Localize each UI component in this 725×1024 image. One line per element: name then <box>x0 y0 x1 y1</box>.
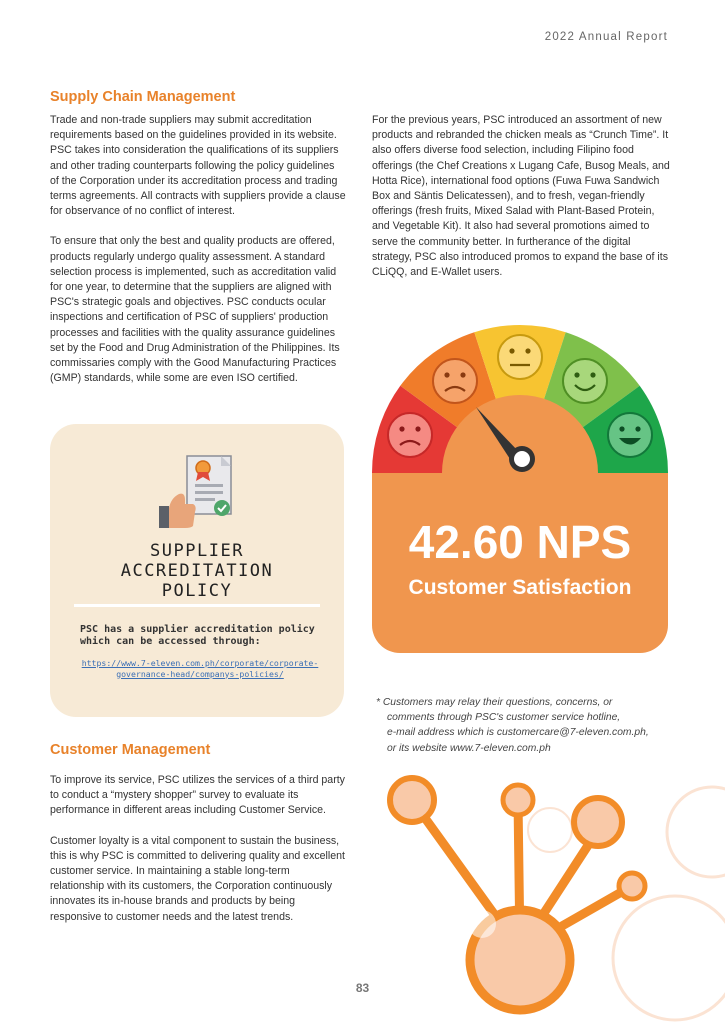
policy-divider <box>74 604 320 607</box>
customer-management-body <box>50 773 346 940</box>
report-title: 2022 Annual Report <box>544 31 668 43</box>
customer-management-paragraph-2: Customer loyalty is a vital component to sustain the business, this is why PSC is committed to delivering quality and excellent customer service. In maintaining a stable long-term relationship with its customers, the Corporation continuously innovates its in-house brands and products by being responsive to customer needs and the latest trends. <box>50 834 345 923</box>
very-sad-face-icon <box>388 413 432 457</box>
note-line: e-mail address which is customercare@7-eleven.com.ph, <box>387 727 649 739</box>
policy-description: PSC has a supplier accreditation policy which can be accessed through: <box>80 624 315 647</box>
supply-chain-heading: Supply Chain Management <box>50 89 236 105</box>
nps-label: Customer Satisfaction <box>408 576 632 599</box>
happy-face-icon <box>563 359 607 403</box>
document-certificate-icon <box>155 450 241 536</box>
note-line: comments through PSC's customer service hotline, <box>387 712 621 724</box>
note-line: or its website www.7-eleven.com.ph <box>387 742 551 754</box>
nps-gauge <box>372 323 668 653</box>
supply-chain-body <box>50 113 346 401</box>
page-number: 83 <box>355 981 370 995</box>
very-happy-face-icon <box>608 413 652 457</box>
sad-face-icon <box>433 359 477 403</box>
customer-management-paragraph-1: To improve its service, PSC utilizes the services of a third party to conduct a “mystery shopper” survey to evaluate its performance in different areas including Customer Service. <box>50 774 345 817</box>
policy-link[interactable]: https://www.7-eleven.com.ph/corporate/corporate-governance-head/companys-policies/ <box>81 658 319 679</box>
supply-chain-paragraph-1: Trade and non-trade suppliers may submit accreditation requirements based on the guidelines provided in its website. PSC takes into consideration the qualifications of its suppliers and other trading counterparts following the policy guidelines of the Corporation under its accreditation process and trading terms agreements. All contracts with suppliers provide a clause for observance of no conflict of interest. <box>50 114 346 218</box>
supply-chain-paragraph-2: To ensure that only the best and quality products are offered, products regularly undergo quality assessment. A standard selection process is implemented, such as accreditation valid for one year, to determine that the suppliers are aligned with PSC's strategic goals and objectives. PSC conducts ocular inspections and certification of PSC of suppliers' production processes and facilities with the quality assurance guidelines set by the Food and Drug Administration of the Philippines. Its commissaries comply with the Good Manufacturing Practices (GMP) standards, while some are even ISO certified. <box>50 235 340 385</box>
nps-value: 42.60 NPS <box>408 516 632 568</box>
product-offerings-paragraph: For the previous years, PSC introduced an assortment of new products and rebranded the chicken meals as “Crunch Time”. It also offers diverse food selection, including Filipino food offerings (the Chef Creations x Lugang Cafe, Busog Meals, and Hotta Rice), international food options (Fuwa Fuwa Sandwich Box and Säntis Delicatessen), and to fresh, vegan-friendly offerings (fresh fruits, Mixed Salad with Plant-Based Protein, and Vegetable Kit). It also had several promotions aimed to serve the community better. In furtherance of the digital strategy, PSC also introduced promos to expand the base of its CLiQQ, and E-Wallet users. <box>372 114 670 279</box>
right-column-body <box>372 113 670 295</box>
neutral-face-icon <box>498 335 542 379</box>
supplier-policy-card <box>50 424 344 717</box>
note-line: * Customers may relay their questions, concerns, or <box>376 697 613 708</box>
customer-management-heading: Customer Management <box>50 742 211 758</box>
customer-contact-note <box>376 695 676 756</box>
policy-title: SUPPLIER ACCREDITATION POLICY <box>120 541 274 601</box>
